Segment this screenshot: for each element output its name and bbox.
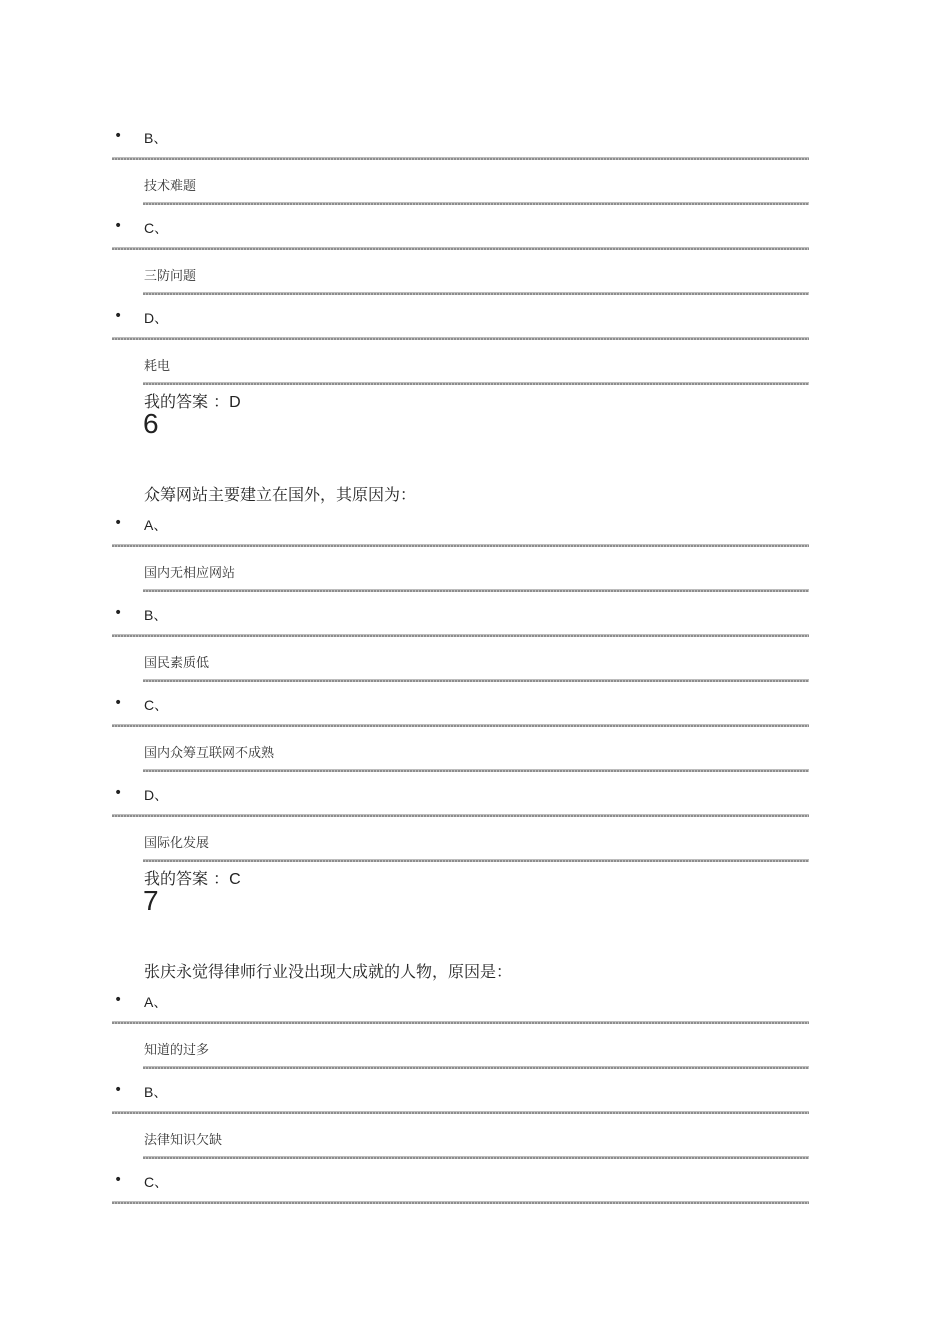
- question-text: 张庆永觉得律师行业没出现大成就的人物，原因是：: [144, 962, 513, 981]
- divider: [112, 724, 809, 727]
- divider: [112, 1111, 809, 1114]
- divider: [143, 1066, 809, 1069]
- answer-separator: ：: [213, 869, 230, 888]
- option-text: 国内无相应网站: [144, 566, 236, 581]
- answer-value: C: [229, 871, 241, 888]
- option-letter[interactable]: C、: [144, 697, 169, 713]
- bullet-icon: •: [114, 515, 123, 531]
- option-letter[interactable]: B、: [144, 1084, 168, 1100]
- bullet-icon: •: [114, 308, 123, 324]
- bullet-icon: •: [114, 218, 123, 234]
- divider: [143, 679, 809, 682]
- answer-label: 我的答案: [144, 869, 209, 888]
- divider: [143, 769, 809, 772]
- option-text: 国内众筹互联网不成熟: [144, 746, 275, 761]
- bullet-icon: •: [114, 1082, 123, 1098]
- option-letter[interactable]: B、: [144, 607, 168, 623]
- option-letter[interactable]: C、: [144, 1174, 169, 1190]
- divider: [143, 202, 809, 205]
- answer-value: D: [229, 394, 241, 411]
- option-text: 三防问题: [144, 269, 197, 284]
- option-letter[interactable]: D、: [144, 310, 169, 326]
- divider: [112, 814, 809, 817]
- bullet-icon: •: [114, 695, 123, 711]
- question-number: 7: [143, 885, 159, 916]
- divider: [143, 382, 809, 385]
- divider: [112, 1201, 809, 1204]
- option-letter[interactable]: A、: [144, 517, 168, 533]
- option-letter[interactable]: C、: [144, 220, 169, 236]
- divider: [112, 634, 809, 637]
- option-text: 国民素质低: [144, 656, 210, 671]
- bullet-icon: •: [114, 785, 123, 801]
- question-text: 众筹网站主要建立在国外，其原因为：: [144, 485, 417, 504]
- divider: [112, 247, 809, 250]
- option-letter[interactable]: A、: [144, 994, 168, 1010]
- divider: [143, 292, 809, 295]
- option-text: 知道的过多: [144, 1043, 210, 1058]
- divider: [112, 337, 809, 340]
- option-text: 国际化发展: [144, 836, 210, 851]
- answer-label: 我的答案: [144, 392, 209, 411]
- divider: [112, 1021, 809, 1024]
- option-text: 耗电: [144, 359, 171, 374]
- answer-separator: ：: [213, 392, 230, 411]
- divider: [112, 157, 809, 160]
- divider: [143, 859, 809, 862]
- bullet-icon: •: [114, 128, 123, 144]
- divider: [143, 1156, 809, 1159]
- divider: [143, 589, 809, 592]
- option-letter[interactable]: B、: [144, 130, 168, 146]
- question-number: 6: [143, 408, 159, 439]
- option-text: 技术难题: [144, 179, 197, 194]
- option-letter[interactable]: D、: [144, 787, 169, 803]
- bullet-icon: •: [114, 1172, 123, 1188]
- divider: [112, 544, 809, 547]
- option-text: 法律知识欠缺: [144, 1133, 223, 1148]
- bullet-icon: •: [114, 605, 123, 621]
- bullet-icon: •: [114, 992, 123, 1008]
